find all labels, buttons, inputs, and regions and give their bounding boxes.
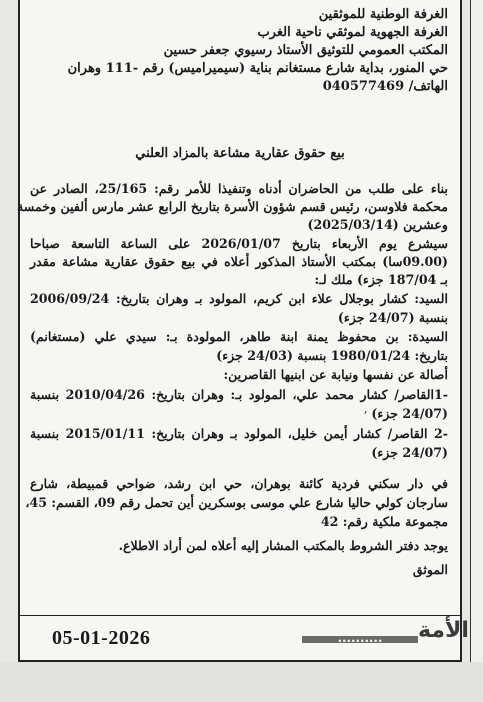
header-office: المكتب العمومي للتوثيق الأستاذ رسيوي جعفر حسين: [163, 43, 448, 58]
body-line: وعشرين (2025/03/14): [307, 217, 448, 232]
signature-label: الموثق: [412, 562, 448, 577]
body-line: يوجد دفتر الشروط بالمكتب المشار إليه أعلاه لمن أراد الاطلاع.: [118, 538, 448, 553]
body-line: بنسبة (24/07 جزء): [337, 310, 448, 325]
header-chamber-national: الغرفة الوطنية للموثقين: [318, 7, 448, 22]
body-line: أصالة عن نفسها ونيابة عن ابنيها القاصرين:: [223, 367, 448, 382]
header-phone: الهاتف/ 040577469: [322, 79, 448, 94]
adjacent-column-edge: [470, 0, 483, 662]
body-line: بناء على طلب من الحاضران أدناه وتنفيذا للأمر رقم: 25/165، الصادر عن: [30, 181, 448, 196]
body-line: (24/07 جزء) ׳: [364, 406, 448, 421]
body-line: محكمة فلاوسن، رئيس قسم شؤون الأسرة بتاريخ الرابع عشر مارس ألفين وخمسة: [17, 199, 448, 214]
newspaper-logo: [300, 616, 469, 646]
body-line: (09.00سا) بمكتب الأستاذ المذكور أعلاه في بيع حقوق عقارية مشاعة مقدر: [30, 254, 448, 269]
body-line: -2 القاصر/ كشار أيمن خليل، المولود بـ وهران بتاريخ: 2015/01/11 بنسبة: [30, 426, 448, 441]
header-address: حي المنور، بداية شارع مستغانم بناية (سيميراميس) رقم -111 وهران: [67, 61, 448, 76]
body-line: -1القاصر/ كشار محمد علي، المولود بـ: وهران بتاريخ: 2010/04/26 بنسبة: [30, 387, 448, 402]
header-chamber-regional: الغرفة الجهوية لموثقي ناحية الغرب: [257, 25, 448, 40]
body-line: بتاريخ: 1980/01/24 بنسبة (24/03 جزء): [216, 348, 448, 363]
body-line: سيشرع يوم الأربعاء بتاريخ 2026/01/07 على الساعة التاسعة صباحا: [30, 236, 448, 251]
body-line: سارجان كولي حاليا شارع علي موسى بوسكرين أين تحمل رقم 09، القسم: 45،: [25, 495, 448, 510]
body-line: السيدة: بن محفوظ يمنة ابنة طاهر، المولودة بـ: سيدي علي (مستغانم): [30, 329, 448, 344]
body-line: بـ 187/04 جزء) ملك لـ:: [314, 272, 448, 287]
body-line: في دار سكني فردية كائنة بوهران، حي ابن رشد، ضواحي قمبيطة، شارع: [30, 476, 448, 491]
legal-notice: [18, 0, 462, 662]
body-line: السيد: كشار بوجلال علاء ابن كريم، المولود بـ وهران بتاريخ: 2006/09/24: [30, 291, 448, 306]
body-line: (24/07 جزء): [371, 445, 448, 460]
svg-text:▪ ▪ ▪ ▪ ▪ ▪ ▪ ▪ ▪ ▪: ▪ ▪ ▪ ▪ ▪ ▪ ▪ ▪ ▪ ▪: [338, 639, 382, 644]
publication-date: 05-01-2026: [52, 627, 151, 649]
notice-title: بيع حقوق عقارية مشاعة بالمزاد العلني: [135, 146, 345, 161]
page-background: [0, 662, 482, 702]
body-line: مجموعة ملكية رقم: 42: [320, 514, 448, 529]
svg-text:الأمة: الأمة: [418, 618, 469, 643]
